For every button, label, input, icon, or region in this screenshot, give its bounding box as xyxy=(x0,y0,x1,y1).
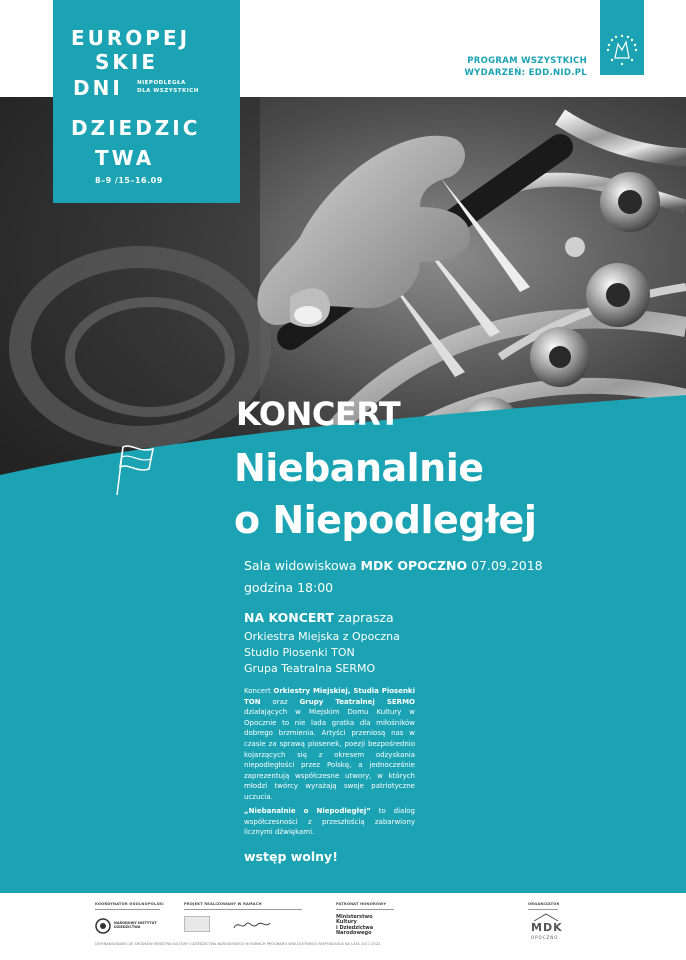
desc-text: działających w Miejskim Domu Kultury w Opocznie to nie lada gratka dla miłośników dobrego brzmienia. Artyści przeniosą nas w czasie za sprawą piosenek, poezji bezpośrednio kojarzących się z okresem odzyskania niepodległości przez Polskę, a jednocześnie zaprezentują współczesne utwory, w których młodzi twórcy wyrażają swoje patriotyczne uczucia. xyxy=(244,708,415,801)
stars-icon xyxy=(600,0,644,75)
desc-text: to dialog współczesności z przeszłością zabarwiony licznymi dźwiękami. xyxy=(244,807,415,837)
logo-line: TWA xyxy=(95,146,155,170)
divider xyxy=(184,909,302,910)
program-line: WYDARZEŃ: EDD.NID.PL xyxy=(464,68,587,78)
venue-prefix: Sala widowiskowa xyxy=(244,558,361,573)
desc-bold: „Niebanalnie o Niepodległej” xyxy=(244,807,371,815)
ministry-line: i Dziedzictwa xyxy=(336,924,374,931)
performer: Grupa Teatralna SERMO xyxy=(244,662,376,675)
edd-logo xyxy=(53,0,240,203)
logo-tagline: DLA WSZYSTKICH xyxy=(137,88,199,94)
invite-heading xyxy=(244,610,394,625)
event-title: o Niepodległej xyxy=(234,498,537,542)
mdk-city: OPOCZNO xyxy=(531,935,559,940)
event-date: 07.09.2018 xyxy=(467,558,543,573)
event-title: Niebanalnie xyxy=(234,446,484,490)
logo-tagline: NIEPODLEGŁA xyxy=(137,80,186,86)
divider xyxy=(95,909,160,910)
program-line: PROGRAM WSZYSTKICH xyxy=(467,56,587,66)
logo-line: DNI xyxy=(73,76,123,100)
partner-label: PATRONAT HONOROWY xyxy=(336,902,387,906)
performer: Orkiestra Miejska z Opoczna xyxy=(244,630,400,643)
event-time: godzina 18:00 xyxy=(244,580,334,595)
partner-label: PROJEKT REALIZOWANY W RAMACH xyxy=(184,902,262,906)
desc-text: oraz xyxy=(260,697,300,706)
invite-rest: zaprasza xyxy=(334,610,394,625)
ministry-line: Kultury xyxy=(336,919,357,926)
venue-place: MDK OPOCZNO xyxy=(360,558,468,573)
event-kicker: KONCERT xyxy=(236,395,401,433)
free-entry: wstęp wolny! xyxy=(244,849,338,864)
ministry-line: Narodowego xyxy=(336,930,372,937)
flag-icon xyxy=(113,441,157,497)
partner-label: ORGANIZATOR xyxy=(528,902,560,906)
desc-bold: Grupy Teatralnej SERMO xyxy=(299,697,415,706)
niepodlegla-signature-logo xyxy=(232,918,272,932)
mdk-logo-text: MDK xyxy=(531,921,563,934)
venue-line xyxy=(244,558,543,573)
nid-logo-icon xyxy=(95,918,111,934)
description-paragraph xyxy=(244,686,415,803)
ministry-line: Ministerstwo xyxy=(336,914,373,920)
program-info xyxy=(464,55,587,79)
logo-line: EUROPEJ xyxy=(71,26,191,50)
niepodlegla-badge xyxy=(184,916,210,932)
desc-text: Koncert xyxy=(244,687,274,695)
divider xyxy=(336,909,394,910)
eu-emblem xyxy=(600,0,644,75)
description-paragraph xyxy=(244,806,415,838)
desc-bold: Orkiestry Miejskiej, Studia Piosenki TON xyxy=(244,687,415,706)
invite-bold: NA KONCERT xyxy=(244,610,335,625)
divider xyxy=(528,909,558,910)
funding-footer: DOFINANSOWANO ZE ŚRODKÓW MINISTRA KULTURY I DZIEDZICTWA NARODOWEGO W RAMACH PROGRAMU WIELOLETNIEGO NIEPODLEGŁA NA LATA 2017-2022 xyxy=(95,942,381,946)
partner-label: KOORDYNATOR OGÓLNOPOLSKI xyxy=(95,902,164,906)
festival-dates: 8–9 /15–16.09 xyxy=(95,176,163,185)
performer: Studio Piosenki TON xyxy=(244,646,355,659)
nid-name: NARODOWY INSTYTUT DZIEDZICTWA xyxy=(114,921,157,929)
logo-line: DZIEDZIC xyxy=(71,116,201,140)
ministry-logo xyxy=(336,915,373,937)
logo-line: SKIE xyxy=(95,50,159,74)
